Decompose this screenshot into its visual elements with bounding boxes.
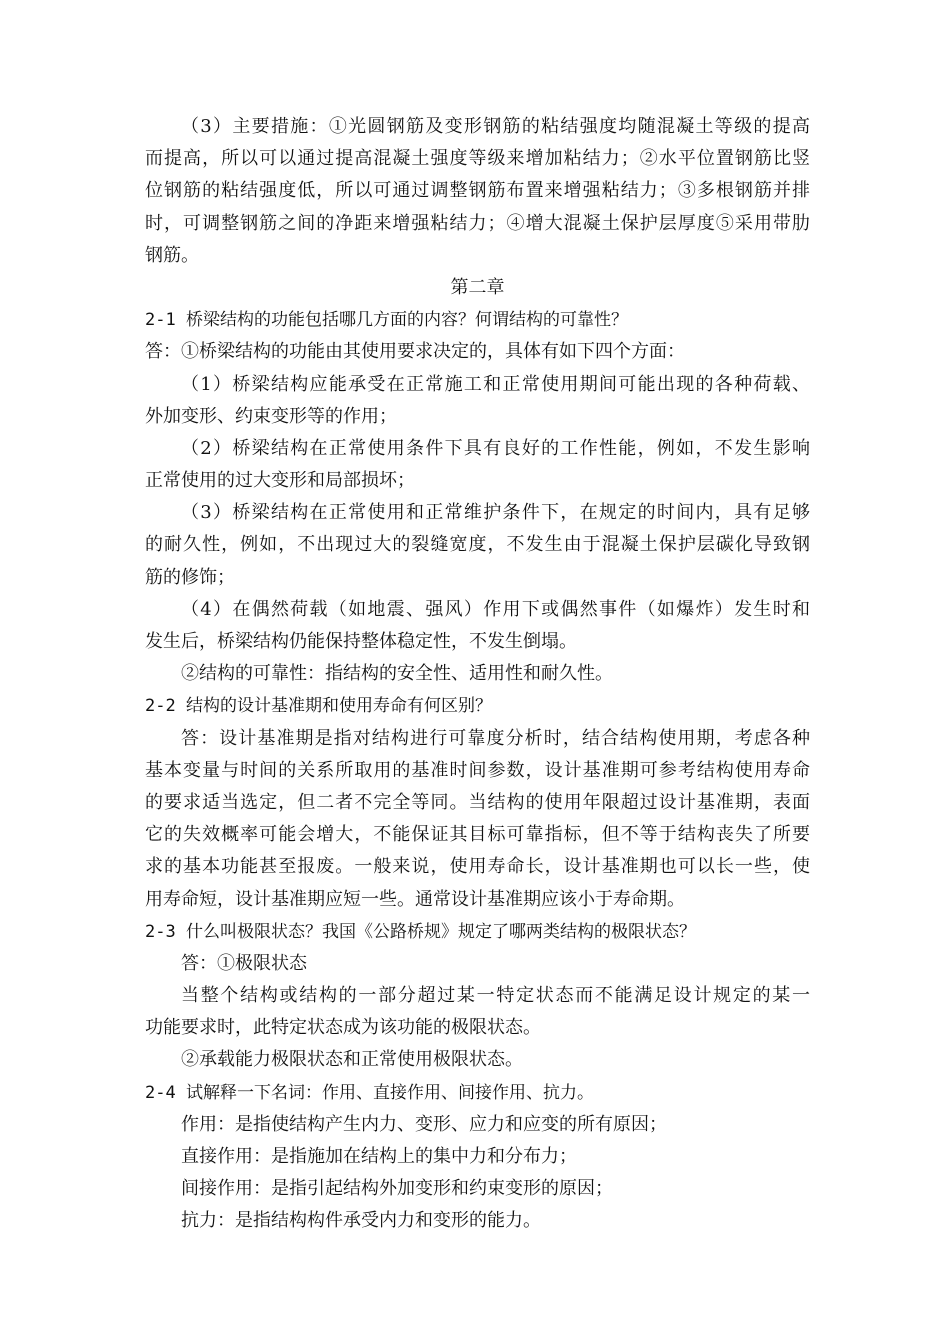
paragraph-line: 作用：是指使结构产生内力、变形、应力和应变的所有原因；: [181, 1113, 667, 1135]
paragraph-line: 求的基本功能甚至报废。一般来说，使用寿命长，设计基准期也可以长一些，使: [145, 856, 810, 878]
paragraph-line: 功能要求时，此特定状态成为该功能的极限状态。: [145, 1017, 541, 1039]
answer-line: 答：①桥梁结构的功能由其使用要求决定的，具体有如下四个方面：: [145, 341, 685, 363]
paragraph-line: 的耐久性，例如，不出现过大的裂缝宽度，不发生由于混凝土保护层碳化导致钢: [145, 534, 810, 556]
question-heading: 2-4 试解释一下名词：作用、直接作用、间接作用、抗力。: [145, 1082, 594, 1103]
paragraph-line: ②承载能力极限状态和正常使用极限状态。: [181, 1049, 523, 1071]
paragraph-line: 发生后，桥梁结构仍能保持整体稳定性，不发生倒塌。: [145, 631, 577, 652]
paragraph-line: 用寿命短，设计基准期应短一些。通常设计基准期应该小于寿命期。: [145, 888, 685, 910]
question-heading: 2-3 什么叫极限状态？我国《公路桥规》规定了哪两类结构的极限状态？: [145, 921, 696, 942]
paragraph-line: 当整个结构或结构的一部分超过某一特定状态而不能满足设计规定的某一: [181, 985, 810, 1007]
chapter-heading: 第二章: [450, 276, 505, 298]
paragraph-line: 抗力：是指结构构件承受内力和变形的能力。: [181, 1210, 541, 1232]
paragraph-line: 直接作用：是指施加在结构上的集中力和分布力；: [181, 1146, 577, 1167]
paragraph-line: 它的失效概率可能会增大，不能保证其目标可靠指标，但不等于结构丧失了所要: [145, 824, 810, 846]
paragraph-line: 位钢筋的粘结强度低，所以可通过调整钢筋布置来增强粘结力；③多根钢筋并排: [145, 180, 810, 202]
paragraph-line: 钢筋。: [145, 244, 199, 266]
paragraph-line: 筋的修饰；: [145, 566, 235, 588]
paragraph-line: （1）桥梁结构应能承受在正常施工和正常使用期间可能出现的各种荷载、: [181, 373, 810, 395]
paragraph-line: （3）主要措施：①光圆钢筋及变形钢筋的粘结强度均随混凝土等级的提高: [181, 116, 810, 137]
question-heading: 2-2 结构的设计基准期和使用寿命有何区别？: [145, 696, 492, 717]
paragraph-line: 间接作用：是指引起结构外加变形和约束变形的原因；: [181, 1178, 613, 1200]
paragraph-line: 基本变量与时间的关系所取用的基准时间参数，设计基准期可参考结构使用寿命: [145, 759, 810, 781]
paragraph-line: 答：设计基准期是指对结构进行可靠度分析时，结合结构使用期，考虑各种: [181, 727, 810, 749]
paragraph-line: 时，可调整钢筋之间的净距来增强粘结力；④增大混凝土保护层厚度⑤采用带肋: [145, 212, 810, 234]
paragraph-line: （4）在偶然荷载（如地震、强风）作用下或偶然事件（如爆炸）发生时和: [181, 598, 810, 620]
paragraph-line: （2）桥梁结构在正常使用条件下具有良好的工作性能，例如，不发生影响: [181, 437, 810, 459]
document-body: [145, 111, 810, 1238]
paragraph-line: 而提高，所以可以通过提高混凝土强度等级来增加粘结力；②水平位置钢筋比竖: [145, 148, 810, 170]
paragraph-line: 正常使用的过大变形和局部损坏；: [145, 470, 415, 492]
question-heading: 2-1 桥梁结构的功能包括哪几方面的内容？何谓结构的可靠性？: [145, 310, 628, 331]
paragraph-line: 答：①极限状态: [181, 952, 307, 974]
paragraph-line: （3）桥梁结构在正常使用和正常维护条件下，在规定的时间内，具有足够: [181, 502, 810, 524]
paragraph-line: 的要求适当选定，但二者不完全等同。当结构的使用年限超过设计基准期，表面: [145, 791, 810, 813]
paragraph-line: 外加变形、约束变形等的作用；: [145, 405, 397, 427]
paragraph-line: ②结构的可靠性：指结构的安全性、适用性和耐久性。: [181, 663, 613, 685]
